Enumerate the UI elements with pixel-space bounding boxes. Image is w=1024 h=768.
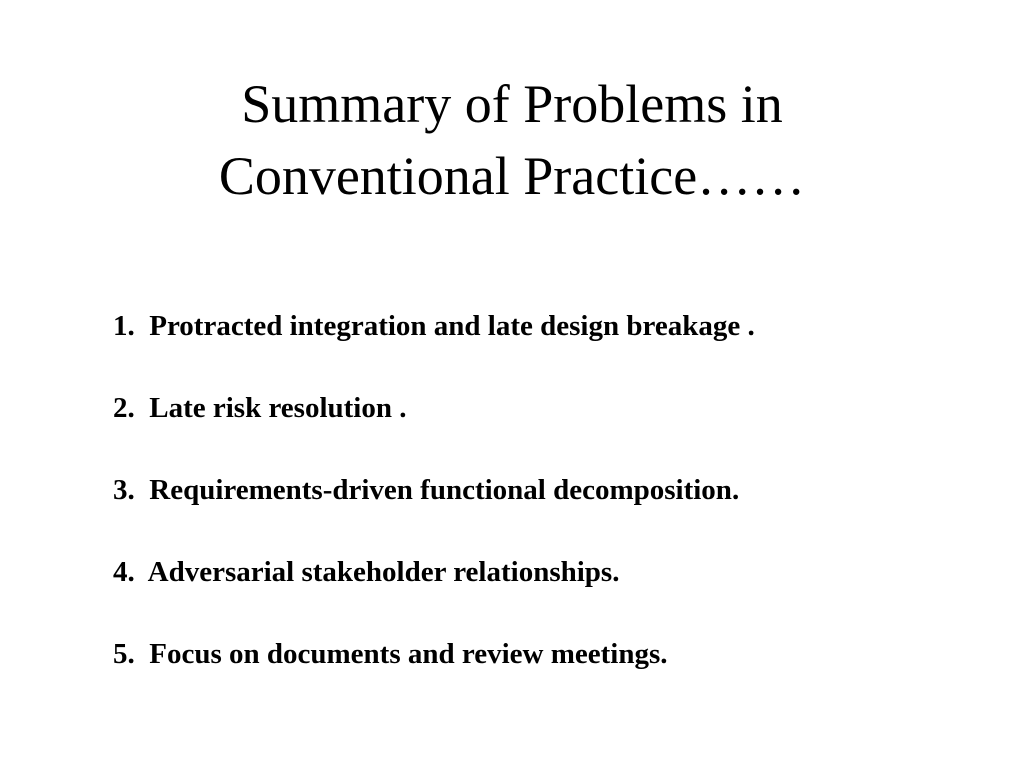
list-item-2: 2. Late risk resolution . xyxy=(113,392,407,424)
title-line-2: Conventional Practice…… xyxy=(218,146,806,206)
list-item-1: 1. Protracted integration and late design breakage . xyxy=(113,310,755,342)
list-item-5: 5. Focus on documents and review meetings. xyxy=(113,638,668,670)
title-line-1: Summary of Problems in xyxy=(241,74,783,134)
list-item-3: 3. Requirements-driven functional decomposition. xyxy=(113,474,740,506)
list-item-4: 4. Adversarial stakeholder relationships. xyxy=(113,556,620,588)
slide-title xyxy=(0,68,1024,212)
problem-list xyxy=(113,306,755,716)
